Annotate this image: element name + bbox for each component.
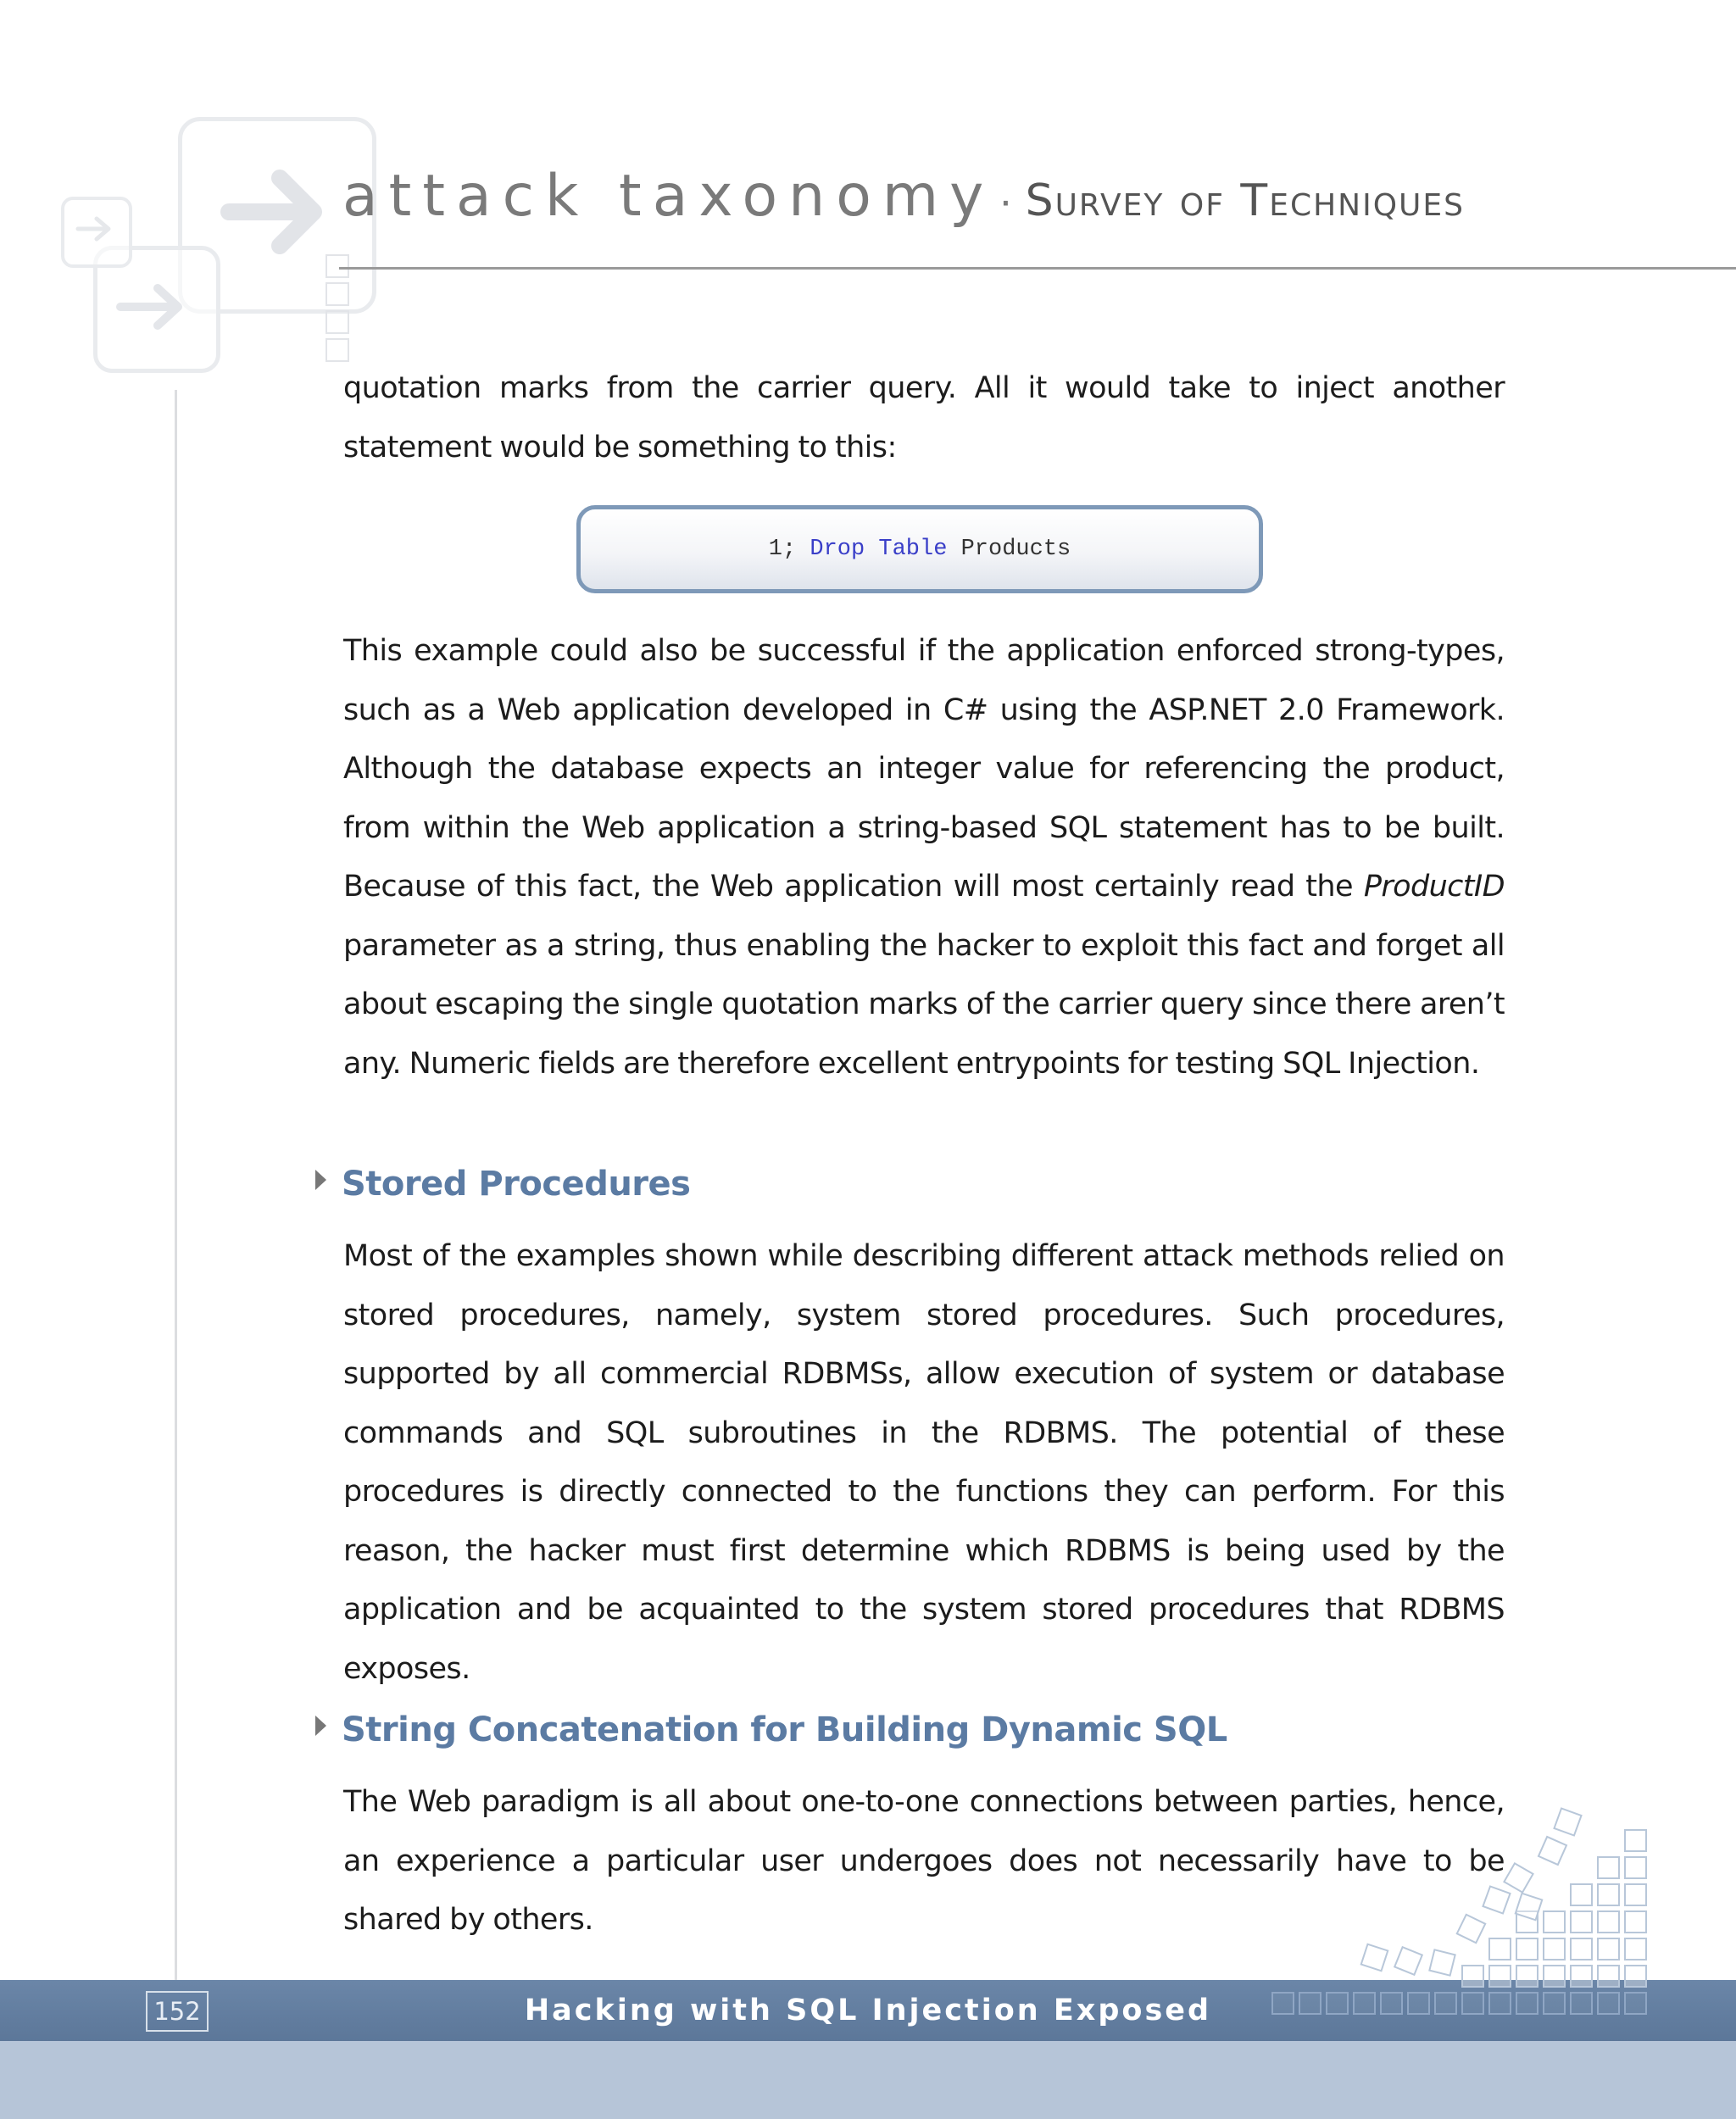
square-decoration [1271, 1992, 1294, 2015]
paragraph-text: quotation marks from the carrier query. All it would take to inject another statement would be something to this: [343, 371, 1505, 464]
square-decoration [1624, 1829, 1647, 1852]
tilted-square-decoration [1538, 1836, 1568, 1866]
square-decoration [1516, 1992, 1538, 2015]
square-decoration [1624, 1910, 1647, 1933]
square-decoration [1434, 1992, 1457, 2015]
square-decoration [1516, 1938, 1538, 1960]
square-decoration [1624, 1965, 1647, 1988]
tilted-square-decoration [1553, 1807, 1583, 1837]
tilted-square-decoration [1394, 1946, 1423, 1976]
code-sample-box [576, 505, 1263, 593]
code-sample [769, 537, 1071, 562]
small-squares-decoration [326, 254, 353, 366]
square-decoration [1543, 1938, 1566, 1960]
book-title: Hacking with SQL Injection Exposed [524, 1994, 1212, 2027]
header-separator: · [998, 176, 1014, 225]
square-decoration [1543, 1965, 1566, 1988]
square-decoration [1597, 1910, 1620, 1933]
heading-string-concatenation [315, 1710, 1227, 1749]
small-arrow-box-icon [61, 197, 132, 268]
triangle-bullet-icon [315, 1716, 326, 1736]
square-decoration [1597, 1965, 1620, 1988]
square-decoration [1597, 1938, 1620, 1960]
square-decoration [1570, 1910, 1593, 1933]
code-prefix: 1; [768, 537, 810, 562]
square-decoration [1543, 1992, 1566, 2015]
square-decoration [1488, 1992, 1511, 2015]
square-decoration [1570, 1992, 1593, 2015]
heading-stored-procedures [315, 1165, 691, 1204]
page-number: 152 [146, 1991, 209, 2032]
square-decoration [1624, 1856, 1647, 1879]
square-decoration [1624, 1883, 1647, 1906]
triangle-bullet-icon [315, 1170, 326, 1190]
paragraph-stored-procedures [343, 1227, 1505, 1699]
heading-text: Stored Procedures [342, 1165, 691, 1204]
square-decoration [1597, 1883, 1620, 1906]
square-decoration [1299, 1992, 1321, 2015]
productid-term: ProductID [1363, 870, 1505, 904]
square-decoration [1516, 1965, 1538, 1988]
paragraph-text-continued: parameter as a string, thus enabling the hacker to exploit this fact and forget all about escaping the single quotation marks of the carrier query since there aren’t any. Numeric fields are therefore excellent entrypoints for testing SQL Injection. [343, 928, 1505, 1081]
running-header [342, 163, 1465, 230]
square-decoration [1353, 1992, 1376, 2015]
square-decoration [1570, 1965, 1593, 1988]
square-decoration [1597, 1856, 1620, 1879]
code-keyword: Drop Table [810, 537, 948, 562]
square-decoration [1326, 1992, 1349, 2015]
square-decoration [1380, 1992, 1403, 2015]
code-suffix: Products [947, 537, 1071, 562]
header-rule [339, 267, 1736, 270]
square-decoration [1570, 1883, 1593, 1906]
square-decoration [1624, 1938, 1647, 1960]
heading-text: String Concatenation for Building Dynamic SQL [342, 1710, 1227, 1749]
paragraph-text: Most of the examples shown while describing different attack methods relied on stored procedures, namely, system stored procedures. Such procedures, supported by all commercial RDBMSs, allow execution of system or database commands and SQL subroutines in the RDBMS. The potential of these procedures is directly connected to the functions they can perform. For this reason, the hacker must first determine which RDBMS is being used by the application and be acquainted to the system stored procedures that RDBMS exposes. [343, 1239, 1505, 1686]
square-decoration [1488, 1938, 1511, 1960]
tilted-square-decoration [1503, 1862, 1534, 1894]
paragraph-carrier-query [343, 359, 1505, 477]
section-title: Survey of Techniques [1025, 175, 1465, 226]
square-decoration [1570, 1938, 1593, 1960]
footer-bottom-strip [0, 2041, 1736, 2119]
chapter-title: attack taxonomy [342, 163, 995, 230]
tilted-square-decoration [1428, 1949, 1456, 1977]
square-decoration [1461, 1992, 1484, 2015]
square-decoration [1543, 1910, 1566, 1933]
paragraph-strong-types [343, 622, 1505, 1093]
left-margin-rule [175, 390, 177, 1983]
square-decoration [1597, 1992, 1620, 2015]
paragraph-text: This example could also be successful if the application enforced strong-types, such as a Web application developed in C# using the ASP.NET 2.0 Framework. Although the database expects an integer value for referencing the product, from within the Web application a string-based SQL statement has to be built. Because of this fact, the Web application will most certainly read the [343, 634, 1505, 904]
square-decoration [1488, 1965, 1511, 1988]
paragraph-text: The Web paradigm is all about one-to-one connections between parties, hence, an experience a particular user undergoes does not necessarily have to be shared by others. [343, 1785, 1505, 1937]
square-decoration [1461, 1965, 1484, 1988]
paragraph-web-paradigm [343, 1773, 1505, 1950]
square-decoration [1407, 1992, 1430, 2015]
square-decoration [1624, 1992, 1647, 2015]
